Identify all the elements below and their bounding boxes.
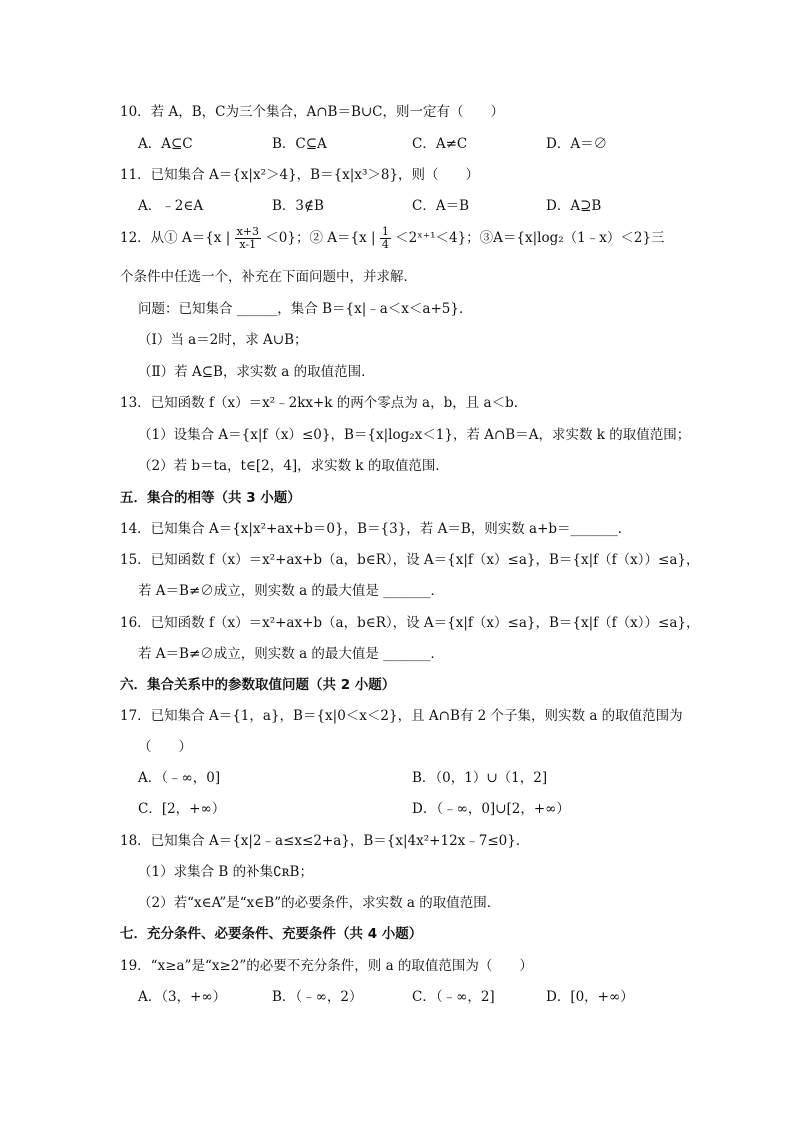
question-13-part1: （1）设集合 A＝{x|f（x）≤0}，B＝{x|log₂x＜1}，若 A∩B＝A，求实数 k 的取值范围； (138, 427, 691, 443)
q19-option-b: B．（﹣∞，2） (272, 989, 363, 1005)
q19-option-a: A．（3，+∞） (138, 989, 227, 1005)
q11-option-d: D．A⊇B (546, 198, 602, 214)
q12-condition2-suffix: ＜2ˣ⁺¹＜4}；③A＝{x|log₂（1﹣x）＜2}三 (395, 230, 665, 246)
q12-condition2-fraction (380, 226, 391, 251)
question-12-line2: 个条件中任选一个，补充在下面问题中，并求解． (120, 269, 417, 285)
q19-option-d: D．[0，+∞） (546, 989, 634, 1005)
q10-option-b: B．C⊆A (272, 136, 327, 152)
question-15-line1: 15．已知函数 f（x）＝x²+ax+b（a，b∈R），设 A＝{x|f（x）≤a}，B＝{x|f（f（x））≤a}， (120, 552, 700, 568)
question-13-stem: 13．已知函数 f（x）＝x²﹣2kx+k 的两个零点为 a，b，且 a＜b． (120, 395, 528, 411)
section-7-heading: 七．充分条件、必要条件、充要条件（共 4 小题） (120, 926, 423, 942)
q10-option-a: A．A⊆C (138, 136, 193, 152)
q11-option-a: A．﹣2∈A (138, 198, 204, 214)
question-18-stem: 18．已知集合 A＝{x|2﹣a≤x≤2+a}，B＝{x|4x²+12x﹣7≤0}． (120, 833, 530, 849)
q11-option-b: B．3∉B (272, 198, 324, 214)
question-19-stem: 19．“x≥a”是“x≥2”的必要不充分条件，则 a 的取值范围为（ ） (120, 958, 533, 974)
q10-option-d: D．A＝∅ (546, 136, 608, 152)
q12-fraction1-denominator: x-1 (239, 238, 257, 251)
section-5-heading: 五．集合的相等（共 3 小题） (120, 490, 301, 506)
q12-condition1-prefix: 12．从① A＝{x | (120, 230, 231, 246)
q17-option-a: A．（﹣∞，0] (138, 770, 221, 786)
question-18-part1: （1）求集合 B 的补集∁ʀB； (138, 864, 313, 880)
q17-option-b: B．（0，1）∪（1，2] (412, 770, 548, 786)
q12-fraction1-numerator: x+3 (236, 225, 259, 238)
q19-option-c: C．（﹣∞，2] (412, 989, 495, 1005)
question-17-line2: （ ） (138, 739, 192, 755)
question-12-problem: 问题：已知集合 ______，集合 B＝{x|﹣a＜x＜a+5}． (138, 301, 473, 317)
question-12-part1: （Ⅰ）当 a＝2时，求 A∪B； (138, 332, 308, 348)
q12-condition2-prefix: ＜0}；② A＝{x | (265, 230, 376, 246)
q10-option-c: C．A≠C (412, 136, 468, 152)
question-14-stem: 14．已知集合 A＝{x|x²+ax+b＝0}，B＝{3}，若 A＝B，则实数 a+b＝_______． (120, 521, 632, 537)
q17-option-c: C．[2，+∞） (138, 801, 226, 817)
q17-option-d: D．（﹣∞，0]∪[2，+∞） (412, 801, 570, 817)
question-17-line1: 17．已知集合 A＝{1，a}，B＝{x|0＜x＜2}，且 A∩B有 2 个子集，则实数 a 的取值范围为 (120, 708, 683, 724)
q12-fraction2-denominator: 4 (381, 238, 389, 251)
question-16-line2: 若 A＝B≠∅成立，则实数 a 的最大值是 _______． (138, 646, 444, 662)
question-15-line2: 若 A＝B≠∅成立，则实数 a 的最大值是 _______． (138, 583, 444, 599)
q11-option-c: C．A＝B (412, 198, 469, 214)
question-10-stem: 10．若 A，B，C为三个集合，A∩B＝B∪C，则一定有（ ） (120, 104, 505, 120)
question-12-line1 (120, 226, 665, 251)
q12-condition1-fraction (235, 226, 261, 251)
question-16-line1: 16．已知函数 f（x）＝x²+ax+b（a，b∈R），设 A＝{x|f（x）≤a}，B＝{x|f（f（x））≤a}， (120, 615, 700, 631)
question-13-part2: （2）若 b＝ta，t∈[2，4]，求实数 k 的取值范围． (138, 458, 449, 474)
question-18-part2: （2）若“x∈A”是“x∈B”的必要条件，求实数 a 的取值范围． (138, 895, 501, 911)
section-6-heading: 六．集合关系中的参数取值问题（共 2 小题） (120, 677, 396, 693)
q12-fraction2-numerator: 1 (381, 225, 389, 238)
question-12-part2: （Ⅱ）若 A⊆B，求实数 a 的取值范围． (138, 364, 375, 380)
question-11-stem: 11．已知集合 A＝{x|x²＞4}，B＝{x|x³＞8}，则（ ） (120, 167, 480, 183)
